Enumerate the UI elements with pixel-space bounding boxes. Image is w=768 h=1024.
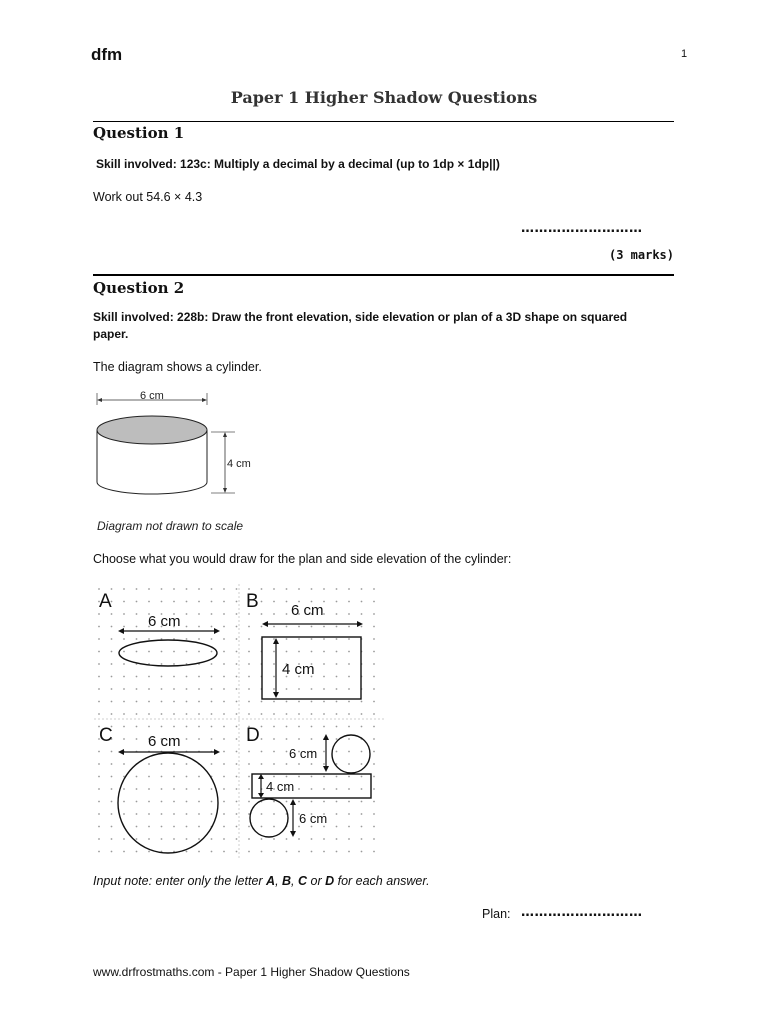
question-1-marks: (3 marks) <box>608 248 674 262</box>
page-number: 1 <box>681 48 688 60</box>
cylinder-height-label: 4 cm <box>227 458 251 470</box>
title-divider <box>93 121 674 122</box>
question-divider <box>93 274 674 276</box>
input-note: Input note: enter only the letter A, B, C or D for each answer. <box>93 874 430 888</box>
question-2-title: Question 2 <box>93 279 185 297</box>
plan-answer-field[interactable]: ……………………… <box>521 905 643 920</box>
option-b-width-label: 6 cm <box>291 602 324 619</box>
option-b-letter: B <box>246 591 259 612</box>
option-d-top-label: 6 cm <box>289 746 318 761</box>
diagram-caption: Diagram not drawn to scale <box>97 519 244 533</box>
cylinder-diagram <box>90 385 265 535</box>
document-title: Paper 1 Higher Shadow Questions <box>230 88 538 107</box>
question-2-intro: The diagram shows a cylinder. <box>93 360 262 374</box>
question-1-prompt: Work out 54.6 × 4.3 <box>93 190 203 204</box>
option-c-letter: C <box>99 725 113 746</box>
question-1-skill: Skill involved: 123c: Multiply a decimal by a decimal (up to 1dp × 1dp||) <box>96 157 500 171</box>
question-2-skill-line-1: Skill involved: 228b: Draw the front elevation, side elevation or plan of a 3D shape on squared <box>93 310 628 324</box>
option-a-label: 6 cm <box>148 613 181 630</box>
options-diagram <box>93 583 385 860</box>
option-d-letter: D <box>246 725 260 746</box>
option-d-mid-label: 4 cm <box>266 779 295 794</box>
option-c-label: 6 cm <box>148 733 181 750</box>
question-2-skill-line-2: paper. <box>93 327 129 341</box>
option-b-height-label: 4 cm <box>282 661 315 678</box>
question-2-skill <box>93 309 627 343</box>
question-2-instruction: Choose what you would draw for the plan and side elevation of the cylinder: <box>93 552 512 566</box>
option-a-letter: A <box>99 591 112 612</box>
question-1-answer-field[interactable]: ……………………… <box>521 221 643 236</box>
cylinder-top-face <box>97 416 207 444</box>
plan-label: Plan: <box>482 907 511 921</box>
option-d-bottom-label: 6 cm <box>299 811 328 826</box>
page-footer: www.drfrostmaths.com - Paper 1 Higher Shadow Questions <box>93 965 410 979</box>
dfm-logo: dfm <box>91 45 123 64</box>
question-1-title: Question 1 <box>93 124 185 142</box>
cylinder-width-label: 6 cm <box>140 390 164 402</box>
